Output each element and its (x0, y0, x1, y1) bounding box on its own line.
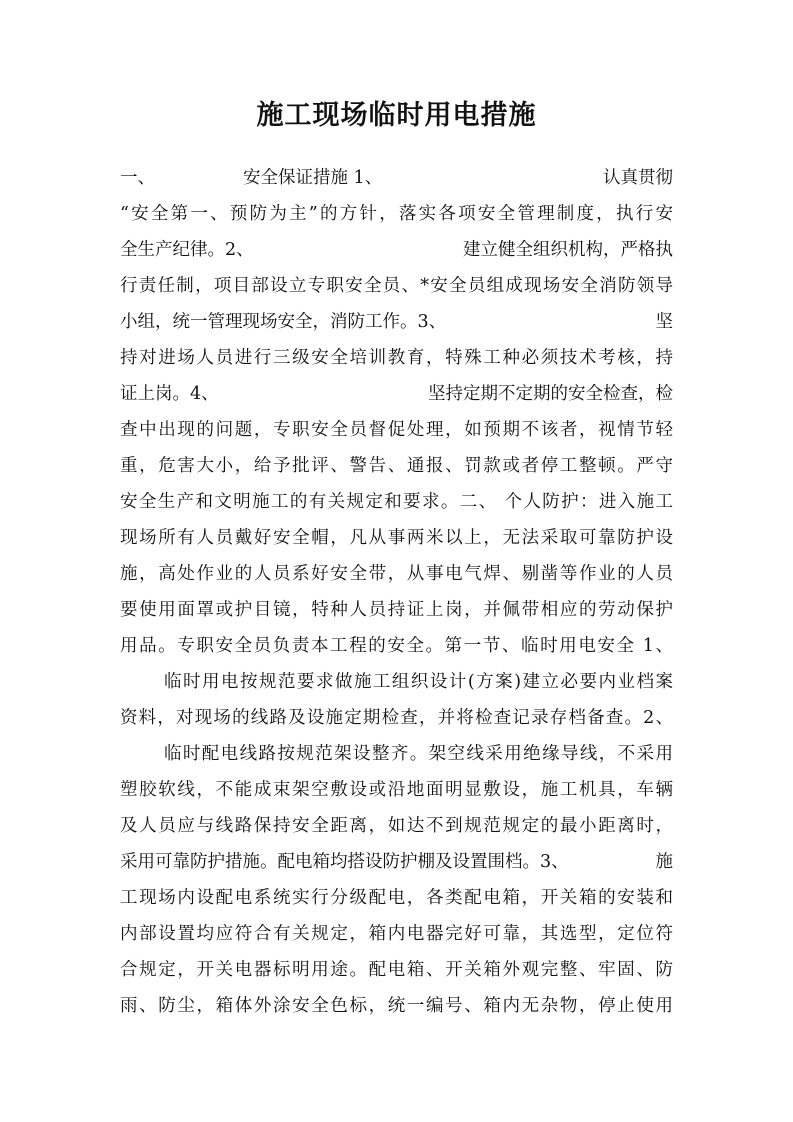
text-segment: 施 (655, 852, 673, 872)
body-line: 持对进场人员进行三级安全培训教育，特殊工种必须技术考核，持 (120, 348, 673, 368)
text-segment: 采用可靠防护措施。配电箱均搭设防护棚及设置围档。3、 (120, 852, 569, 872)
body-line: 资料，对现场的线路及设施定期检查，并将检查记录存档备查。2、 (120, 708, 673, 728)
body-line: 内部设置均应符合有关规定，箱内电器完好可靠，其选型，定位符 (120, 924, 673, 944)
text-segment: 坚持定期不定期的安全检查，检 (428, 384, 673, 404)
body-line: 及人员应与线路保持安全距离，如达不到规范规定的最小距离时， (120, 816, 673, 836)
body-line: 用品。专职安全员负责本工程的安全。第一节、临时用电安全 1、 (120, 636, 673, 656)
body-line (120, 846, 673, 879)
text-segment: 认真贯彻 (603, 168, 673, 188)
body-line: 要使用面罩或护目镜，特种人员持证上岗，并佩带相应的劳动保护 (120, 600, 673, 620)
body-line: “安全第一、预防为主”的方针，落实各项安全管理制度，执行安 (120, 204, 673, 224)
body-line: 临时用电按规范要求做施工组织设计(方案)建立必要内业档案 (164, 672, 673, 692)
body-line: 雨、防尘，箱体外涂安全色标，统一编号、箱内无杂物，停止使用 (120, 996, 673, 1016)
document-title: 施工现场临时用电措施 (256, 100, 537, 131)
text-segment: 安全保证措施 1、 (243, 168, 383, 188)
section-marker: 一、 (120, 168, 155, 188)
body-line: 查中出现的问题，专职安全员督促处理，如预期不该者，视情节轻 (120, 420, 673, 440)
body-line: 合规定，开关电器标明用途。配电箱、开关箱外观完整、牢固、防 (120, 960, 673, 980)
text-segment: 建立健全组织机构，严格执 (463, 240, 673, 260)
body-line: 临时配电线路按规范架设整齐。架空线采用绝缘导线，不采用 (164, 744, 673, 764)
body-line: 塑胶软线，不能成束架空敷设或沿地面明显敷设，施工机具，车辆 (120, 780, 673, 800)
body-line (120, 378, 673, 411)
text-segment: 全生产纪律。2、 (120, 240, 254, 260)
body-line: 现场所有人员戴好安全帽，凡从事两米以上，无法采取可靠防护设 (120, 528, 673, 548)
body-line (120, 234, 673, 267)
body-line: 行责任制，项目部设立专职安全员、*安全员组成现场安全消防领导 (120, 276, 673, 296)
text-segment: 证上岗。4、 (120, 384, 219, 404)
body-line (120, 306, 673, 339)
body-line: 安全生产和文明施工的有关规定和要求。二、 个人防护：进入施工 (120, 492, 673, 512)
body-line: 重，危害大小，给予批评、警告、通报、罚款或者停工整顿。严守 (120, 456, 673, 476)
body-line: 工现场内设配电系统实行分级配电，各类配电箱，开关箱的安装和 (120, 888, 673, 908)
body-line (120, 162, 673, 195)
text-segment: 坚 (655, 312, 673, 332)
text-segment: 小组，统一管理现场安全，消防工作。3、 (120, 312, 447, 332)
body-line: 施，高处作业的人员系好安全带，从事电气焊、剔凿等作业的人员 (120, 564, 673, 584)
